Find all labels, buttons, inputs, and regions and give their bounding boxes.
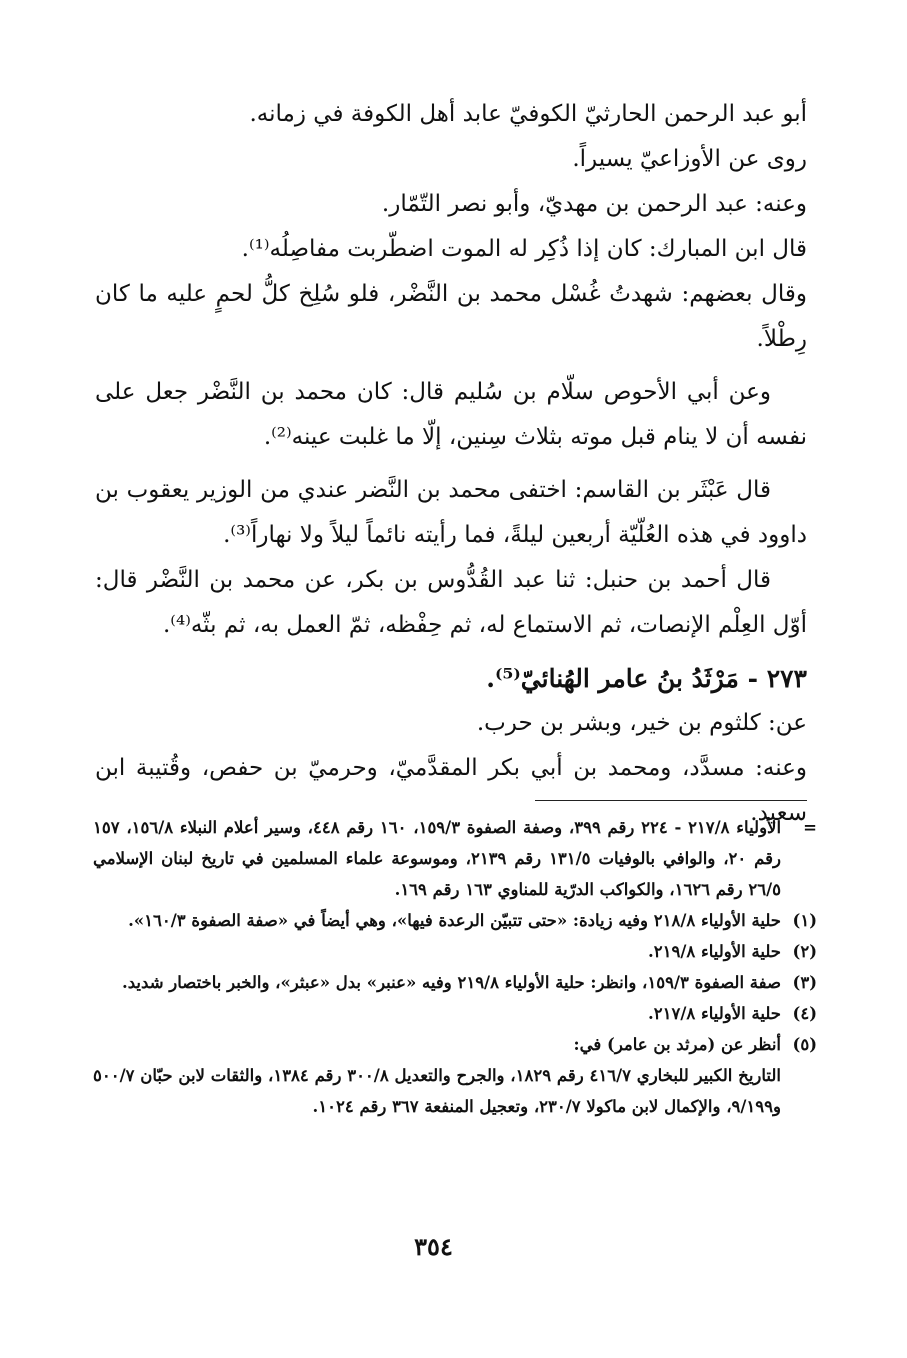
footnote xyxy=(93,812,817,905)
footnote-text: التاريخ الكبير للبخاري ٤١٦/٧ رقم ١٨٢٩، والجرح والتعديل ٣٠٠/٨ رقم ١٣٨٤، والثقات لابن حبّان ٥٠٠/٧ و٩/١٩٩، والإكمال لابن ماكولا ٢٣٠/٧، وتعجيل المنفعة ٣٦٧ رقم ١٠٢٤. xyxy=(93,1066,782,1116)
paragraph: قال أحمد بن حنبل: ثنا عبد القُدُّوس بن بكر، عن محمد بن النَّضْر قال: أوّل العِلْم الإنصات، ثم الاستماع له، ثم حِفْظه، ثمّ العمل به، ثم بثّه⁽⁴⁾. xyxy=(95,567,807,638)
footnote-marker: = xyxy=(803,818,817,837)
footnote xyxy=(93,998,817,1029)
footnote xyxy=(93,1060,817,1122)
footnote-text: أنظر عن (مرثد بن عامر) في: xyxy=(573,1035,781,1054)
paragraph: أبو عبد الرحمن الحارثيّ الكوفيّ عابد أهل الكوفة في زمانه. xyxy=(249,101,807,127)
footnote-marker: (٢) xyxy=(792,942,817,961)
paragraph: وعنه: عبد الرحمن بن مهديّ، وأبو نصر التّمّار. xyxy=(381,191,807,217)
footnote xyxy=(93,1029,817,1060)
footnote xyxy=(93,967,817,998)
footnote-marker: (١) xyxy=(792,911,817,930)
footnotes xyxy=(93,812,817,1122)
paragraph: وقال بعضهم: شهدتُ غُسْل محمد بن النَّضْر، فلو سُلِخ كلُّ لحمٍ عليه ما كان رِطْلاً. xyxy=(95,281,807,352)
footnote-text: حلية الأولياء ٢١٩/٨. xyxy=(648,942,781,961)
entry-heading: ٢٧٣ - مَرْثَدُ بنُ عامر الهُنائيّ⁽⁵⁾. xyxy=(486,664,807,693)
paragraph: وعنه: مسدَّد، ومحمد بن أبي بكر المقدَّميّ، وحرميّ بن حفص، وقُتيبة ابن سعيد. xyxy=(95,755,807,826)
main-text xyxy=(95,92,807,836)
footnote-separator xyxy=(535,800,807,801)
paragraph: وعن أبي الأحوص سلّام بن سُليم قال: كان محمد بن النَّضْر جعل على نفسه أن لا ينام قبل موته بثلاث سِنين، إلّا ما غلبت عينه⁽²⁾. xyxy=(95,379,807,450)
paragraph: عن: كلثوم بن خير، وبشر بن حرب. xyxy=(476,710,807,736)
footnote xyxy=(93,936,817,967)
footnote-text: حلية الأولياء ٢١٨/٨ وفيه زيادة: «حتى تتبيّن الرعدة فيها»، وهي أيضاً في «صفة الصفوة ١٦٠/٣». xyxy=(128,911,781,930)
footnote-text: صفة الصفوة ١٥٩/٣، وانظر: حلية الأولياء ٢١٩/٨ وفيه «عنبر» بدل «عبثر»، والخبر باختصار شديد. xyxy=(122,973,781,992)
footnote-marker: (٥) xyxy=(792,1035,817,1054)
paragraph: روى عن الأوزاعيّ يسيراً. xyxy=(572,146,807,172)
footnote-marker: (٣) xyxy=(792,973,817,992)
footnote-marker: (٤) xyxy=(792,1004,817,1023)
page-number: ٣٥٤ xyxy=(414,1232,453,1261)
footnote-text: الأولياء ٢١٧/٨ - ٢٢٤ رقم ٣٩٩، وصفة الصفوة ١٥٩/٣، ١٦٠ رقم ٤٤٨، وسير أعلام النبلاء ١٥٦/٨، ١٥٧ رقم ٢٠، والوافي بالوفيات ١٣١/٥ رقم ٢١٣٩، وموسوعة علماء المسلمين في تاريخ لبنان الإسلامي ٢٦/٥ رقم ١٦٢٦، والكواكب الدرّية للمناوي ١٦٣ رقم ١٦٩. xyxy=(93,818,782,899)
paragraph: قال عَبْثَر بن القاسم: اختفى محمد بن النَّضر عندي من الوزير يعقوب بن داوود في هذه العُلّيّة أربعين ليلةً، فما رأيته نائماً ليلاً ولا نهاراً⁽³⁾. xyxy=(95,477,807,548)
footnote-text: حلية الأولياء ٢١٧/٨. xyxy=(648,1004,781,1023)
paragraph: قال ابن المبارك: كان إذا ذُكِر له الموت اضطّربت مفاصِلُه⁽¹⁾. xyxy=(241,236,807,262)
footnote xyxy=(93,905,817,936)
